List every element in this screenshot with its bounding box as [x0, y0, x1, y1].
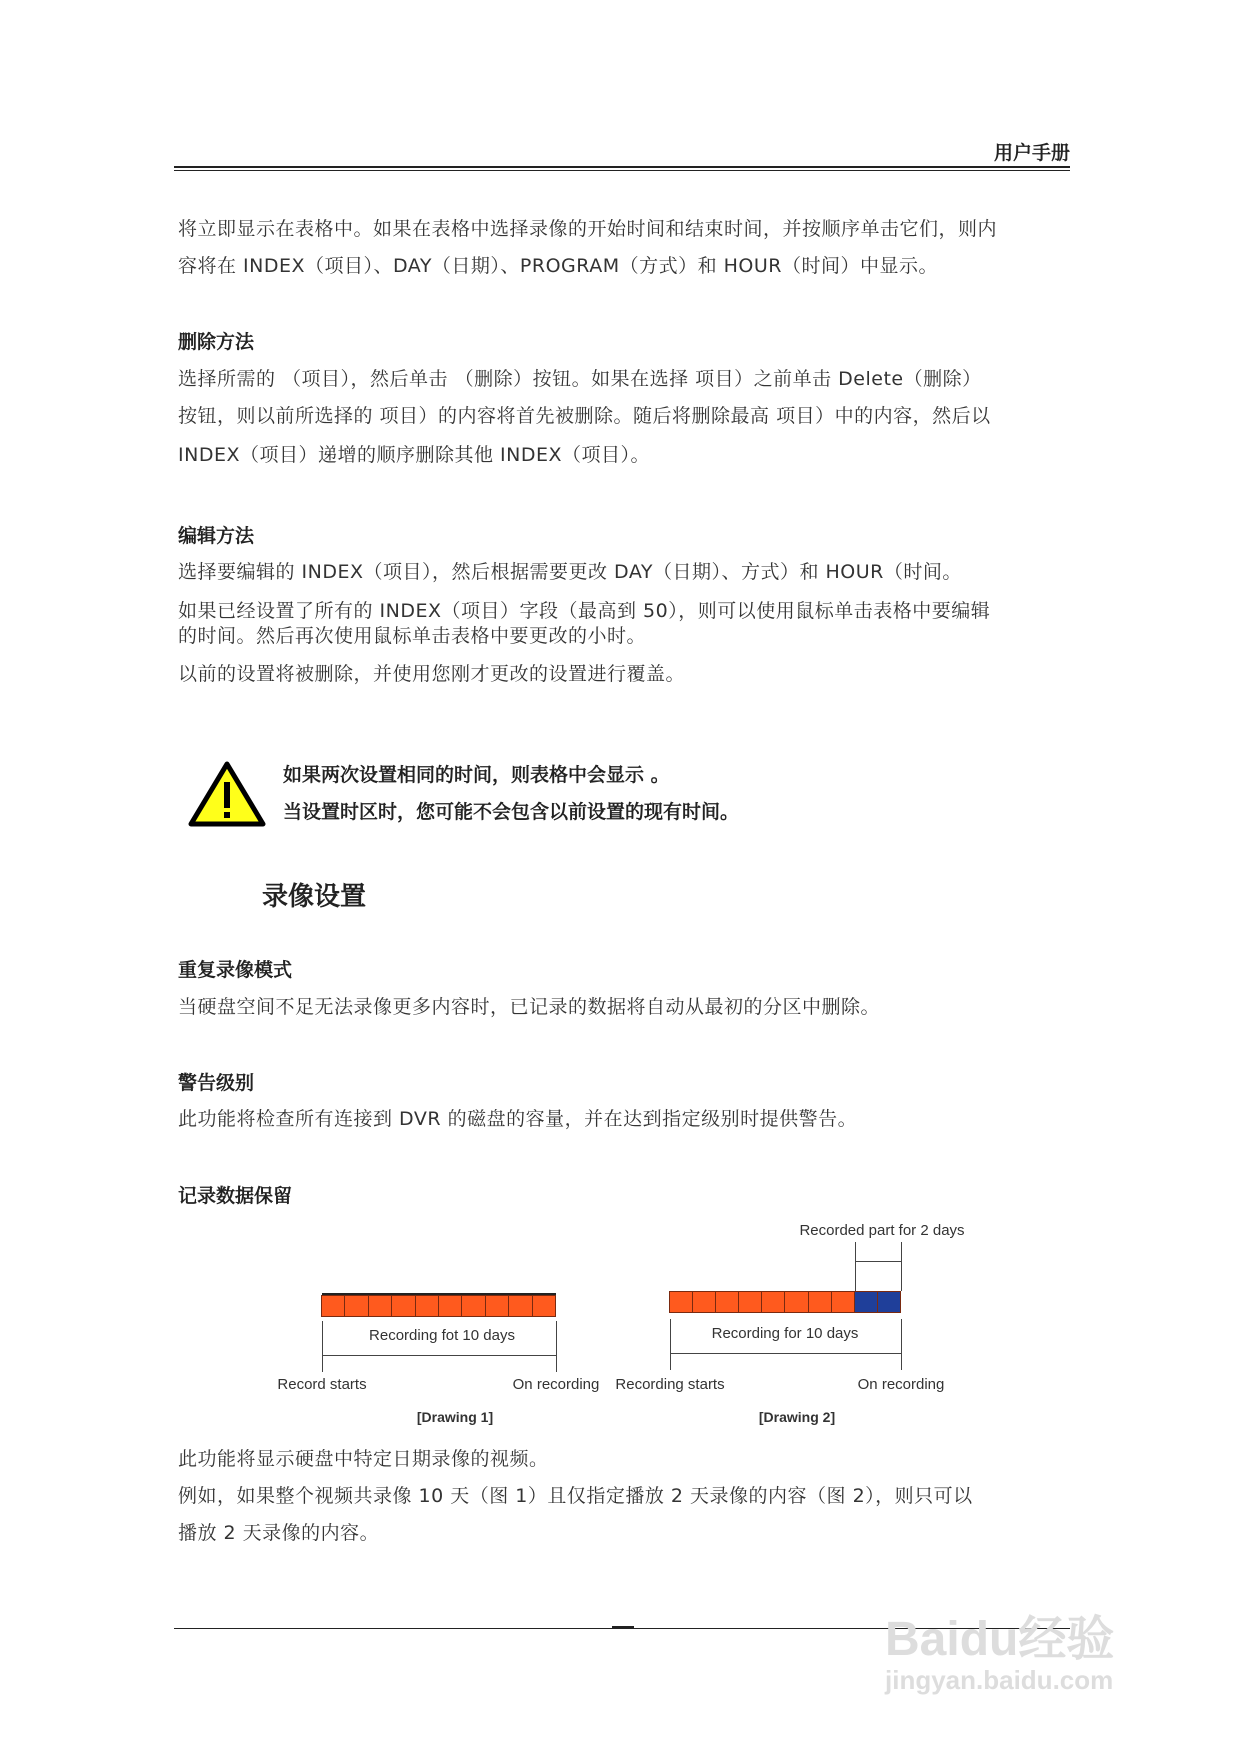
delete-heading: 删除方法 [178, 331, 255, 353]
recorded-day-cell [461, 1295, 485, 1317]
drawing2-end-label: On recording [857, 1376, 945, 1393]
edit-heading: 编辑方法 [178, 525, 255, 547]
drawing2-start-label: Recording starts [615, 1376, 725, 1393]
drawing1-bar [322, 1293, 556, 1317]
intro-line: 容将在 INDEX（项目）、DAY（日期）、PROGRAM（方式）和 HOUR（时间）中显示。 [178, 255, 938, 277]
warning-line: 当设置时区时，您可能不会包含以前设置的现有时间。 [283, 801, 740, 823]
header-rule [174, 166, 1070, 168]
delete-line: INDEX（项目）递增的顺序删除其他 INDEX（项目）。 [178, 444, 650, 466]
warning-icon [187, 760, 267, 828]
drawing2-part-tick [901, 1242, 902, 1291]
watermark-logo: Baidu经验 [885, 1613, 1115, 1666]
recorded-day-cell [784, 1291, 808, 1313]
alert-text: 此功能将检查所有连接到 DVR 的磁盘的容量，并在达到指定级别时提供警告。 [178, 1108, 858, 1130]
drawing2-part-line [855, 1261, 901, 1262]
edit-line: 选择要编辑的 INDEX（项目），然后根据需要更改 DAY（日期）、方式）和 HOUR（时间。 [178, 561, 962, 583]
alert-heading: 警告级别 [178, 1072, 255, 1094]
drawing1-tick-end [556, 1321, 557, 1372]
recorded-day-cell [344, 1295, 368, 1317]
warning-line: 如果两次设置相同的时间，则表格中会显示 。 [283, 764, 670, 786]
drawing2-bar [670, 1291, 901, 1313]
drawing2-part-label: Recorded part for 2 days [799, 1222, 965, 1239]
recorded-day-cell [438, 1295, 462, 1317]
recorded-day-cell [485, 1295, 509, 1317]
kept-day-cell [854, 1291, 878, 1313]
edit-line: 如果已经设置了所有的 INDEX（项目）字段（最高到 50），则可以使用鼠标单击表格中要编辑 [178, 600, 991, 622]
drawing1-span-label: Recording fot 10 days [369, 1327, 515, 1344]
recorded-day-cell [508, 1295, 532, 1317]
edit-line: 以前的设置将被删除，并使用您刚才更改的设置进行覆盖。 [178, 663, 686, 685]
header-rule-thin [174, 170, 1070, 171]
retain-line: 播放 2 天录像的内容。 [178, 1522, 380, 1544]
recorded-day-cell [715, 1291, 739, 1313]
drawing1-tick-start [322, 1321, 323, 1372]
header-title: 用户手册 [993, 142, 1070, 164]
retain-line: 例如，如果整个视频共录像 10 天（图 1）且仅指定播放 2 天录像的内容（图 2），则只可以 [178, 1485, 973, 1507]
retain-heading: 记录数据保留 [178, 1185, 293, 1207]
recorded-day-cell [808, 1291, 832, 1313]
section-title: 录像设置 [262, 882, 367, 912]
repeat-heading: 重复录像模式 [178, 959, 293, 981]
edit-line: 的时间。然后再次使用鼠标单击表格中要更改的小时。 [178, 625, 647, 647]
footer-page-mark [612, 1626, 634, 1628]
drawing2-tick-end [901, 1319, 902, 1370]
recorded-day-cell [738, 1291, 762, 1313]
recorded-day-cell [831, 1291, 855, 1313]
drawing2-span-line [670, 1353, 901, 1354]
recorded-day-cell [368, 1295, 392, 1317]
drawing1-start-label: Record starts [277, 1376, 367, 1393]
recorded-day-cell [321, 1295, 345, 1317]
drawing1-span-line [322, 1355, 556, 1356]
drawing2-caption: [Drawing 2] [758, 1409, 836, 1425]
recorded-day-cell [761, 1291, 785, 1313]
delete-line: 按钮，则以前所选择的 项目）的内容将首先被删除。随后将删除最高 项目）中的内容，然后以 [178, 405, 991, 427]
intro-line: 将立即显示在表格中。如果在表格中选择录像的开始时间和结束时间，并按顺序单击它们，则内 [178, 218, 998, 240]
drawing2-tick-start [670, 1319, 671, 1370]
drawing1-end-label: On recording [512, 1376, 600, 1393]
drawing1-caption: [Drawing 1] [416, 1409, 494, 1425]
recorded-day-cell [669, 1291, 693, 1313]
watermark-url: jingyan.baidu.com [885, 1665, 1114, 1695]
drawing2-span-label: Recording for 10 days [711, 1325, 859, 1342]
recorded-day-cell [415, 1295, 439, 1317]
drawing2-part-tick [855, 1242, 856, 1291]
recorded-day-cell [532, 1295, 556, 1317]
recorded-day-cell [692, 1291, 716, 1313]
delete-line: 选择所需的 （项目），然后单击 （删除）按钮。如果在选择 项目）之前单击 Delete（删除） [178, 368, 982, 390]
retain-line: 此功能将显示硬盘中特定日期录像的视频。 [178, 1448, 549, 1470]
repeat-text: 当硬盘空间不足无法录像更多内容时，已记录的数据将自动从最初的分区中删除。 [178, 996, 881, 1018]
kept-day-cell [877, 1291, 901, 1313]
recorded-day-cell [391, 1295, 415, 1317]
